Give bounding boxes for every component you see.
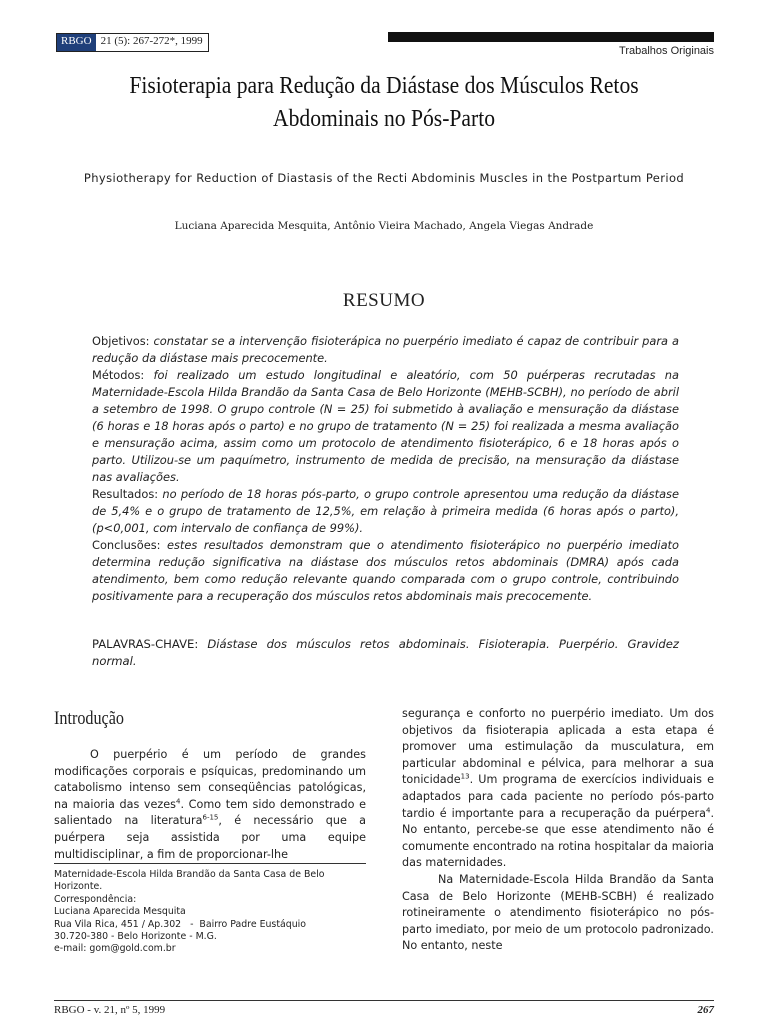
reference-mark: 4: [705, 805, 711, 814]
abstract-heading: RESUMO: [342, 290, 426, 311]
journal-citation: 21 (5): 267-272*, 1999: [100, 35, 203, 47]
title-line-1: Fisioterapia para Redução da Diástase dos Músculos Retos: [129, 73, 639, 99]
footnote-line: Correspondência:: [54, 893, 137, 905]
authors: Luciana Aparecida Mesquita, Antônio Vieira Machado, Angela Viegas Andrade: [174, 220, 594, 232]
right-text-b: . Um programa de exercícios individuais e adaptados para cada paciente no período pós-parto tardio é importante para a recuperação da puérpera: [402, 773, 714, 820]
results-text: no período de 18 horas pós-parto, o grupo controle apresentou uma redução da diástase de 5,4% e o grupo de tratamento de 12,5%, em relação à primeira medida (6 horas após o parto), (p<0,001, com intervalo de confiança de 99%).: [92, 487, 679, 535]
abstract-results: [92, 486, 679, 537]
title-line-2: Abdominais no Pós-Parto: [272, 106, 495, 132]
intro-paragraph-1: [54, 747, 366, 863]
journal-tag: [56, 33, 209, 52]
footer-citation: RBGO - v. 21, nº 5, 1999: [54, 1004, 166, 1016]
article-title: [92, 70, 675, 136]
objectives-label: Objetivos:: [92, 334, 150, 348]
keywords-label: PALAVRAS-CHAVE:: [92, 637, 199, 651]
methods-text: foi realizado um estudo longitudinal e aleatório, com 50 puérperas recrutadas na Maternidade-Escola Hilda Brandão da Santa Casa de Belo Horizonte (MEHB-SCBH), no período de abril a setembro de 1998. O grupo controle (N = 25) foi submetido à avaliação e mensuração da diástase (6 horas e 18 horas após o parto) e no grupo de tratamento (N = 25) foi realizada a mesma avaliação e mensuração acima, assim como um protocolo de atendimento fisioterápico, 6 e 18 horas após o parto. Utilizou-se um paquímetro, instrumento de medida de precisão, na mensuração da diástase nas avaliações.: [92, 368, 679, 484]
methods-label: Métodos:: [92, 368, 145, 382]
intro-heading: Introdução: [54, 708, 124, 729]
conclusions-label: Conclusões:: [92, 538, 161, 552]
right-text-a: segurança e conforto no puerpério imediato. Um dos objetivos da fisioterapia aplicada a esta etapa é promover uma estimulação da musculatura, em particular abdominal e pélvica, para melhorar a sua tonicidade: [402, 707, 714, 787]
footnote-rule: [54, 863, 366, 864]
reference-mark: 13: [460, 772, 470, 781]
keywords: [92, 636, 679, 670]
intro-text-b: . Como tem sido demonstrado e salientado na literatura: [54, 797, 366, 828]
right-column: [402, 706, 714, 955]
abstract-methods: [92, 367, 679, 486]
keywords-text: Diástase dos músculos retos abdominais. Fisioterapia. Puerpério. Gravidez normal.: [92, 637, 679, 668]
footnote-email: e-mail: gom@gold.com.br: [54, 943, 176, 955]
page-number: 267: [697, 1004, 714, 1016]
left-column: [54, 747, 366, 863]
section-label: Trabalhos Originais: [619, 45, 714, 57]
footnote-line: Maternidade-Escola Hilda Brandão da Santa Casa de Belo: [54, 869, 325, 880]
journal-abbr: RBGO: [57, 34, 96, 51]
objectives-text: constatar se a intervenção fisioterápica no puerpério imediato é capaz de contribuir para a redução da diástase mais precocemente.: [92, 334, 679, 365]
footnote-line: Rua Vila Rica, 451 / Ap.302 - Bairro Padre Eustáquio: [54, 918, 306, 930]
abstract-body: [92, 333, 679, 605]
footnote: [54, 869, 366, 956]
right-paragraph-2: Na Maternidade-Escola Hilda Brandão da Santa Casa de Belo Horizonte (MEHB-SCBH) é realizado rotineiramente o atendimento fisioterápico no pós-parto imediato, por meio de um protocolo padronizado. No entanto, neste: [402, 872, 714, 953]
intro-text-a: O puerpério é um período de grandes modificações corporais e psíquicas, predominando um catabolismo intenso sem conseqüências patológicas, na maioria das vezes: [54, 748, 366, 811]
conclusions-text: estes resultados demonstram que o atendimento fisioterápico no puerpério imediato determina redução significativa na diástase dos músculos retos abdominais (DMRA) após cada atendimento, bem como redução relevante quando comparada com o grupo controle, contribuindo positivamente para a recuperação dos músculos retos abdominais mais precocemente.: [92, 538, 679, 603]
results-label: Resultados:: [92, 487, 159, 501]
footnote-line: Luciana Aparecida Mesquita: [54, 906, 186, 918]
header-bar: [388, 32, 714, 42]
footnote-line: 30.720-380 - Belo Horizonte - M.G.: [54, 931, 217, 943]
right-paragraph-1: [402, 706, 714, 872]
reference-mark: 4: [176, 797, 181, 806]
footnote-line: Horizonte.: [54, 881, 103, 893]
article-title-english: Physiotherapy for Reduction of Diastasis of the Recti Abdominis Muscles in the Postpartum Period: [83, 171, 685, 185]
reference-mark: 6-15: [202, 813, 219, 822]
abstract-conclusions: [92, 537, 679, 605]
abstract-objectives: [92, 333, 679, 367]
right-text-c: . No entanto, percebe-se que esse atendimento não é comumente encontrado na rotina hospitalar da maioria das maternidades.: [402, 806, 714, 870]
footer-rule: [54, 1000, 714, 1001]
intro-text-c: , é necessário que a puérpera seja assistida por uma equipe multidisciplinar, a fim de proporcionar-lhe: [54, 814, 367, 861]
